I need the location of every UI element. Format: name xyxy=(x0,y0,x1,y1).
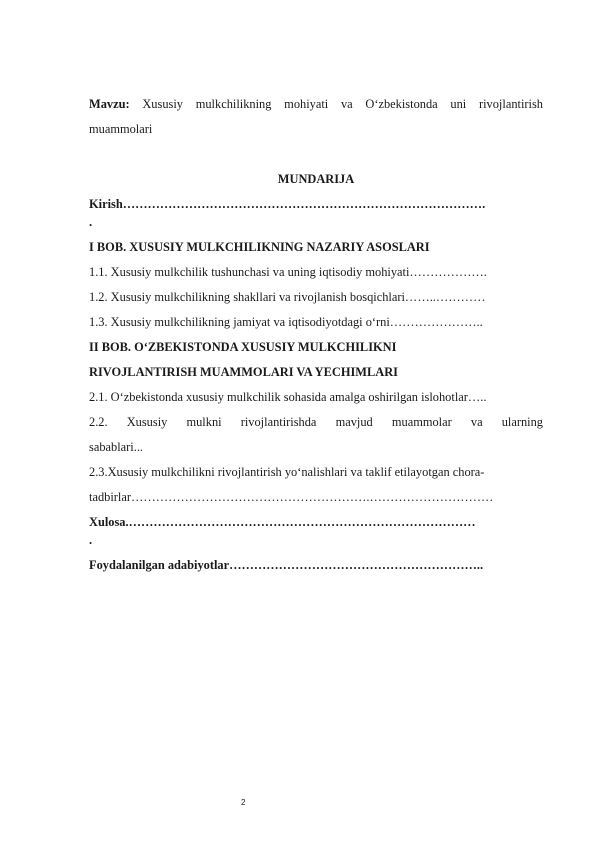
toc-item-1-1: 1.1. Xususiy mulkchilik tushunchasi va uning iqtisodiy mohiyati………………. xyxy=(89,265,487,279)
toc-item-2-1: 2.1. O‘zbekistonda xususiy mulkchilik sohasida amalga oshirilgan islohotlar….. xyxy=(89,390,487,404)
toc-item-2-2-line-2: sabablari... xyxy=(89,440,144,454)
toc-chapter-2-line-1: II BOB. O‘ZBEKISTONDA XUSUSIY MULKCHILIKNI xyxy=(89,340,397,354)
toc-item-2-3-line-1: 2.3.Xususiy mulkchilikni rivojlantirish yo‘nalishlari va taklif etilayotgan chora- xyxy=(89,465,485,479)
topic-line-2: muammolari xyxy=(89,122,153,136)
topic-line-1 xyxy=(89,97,543,111)
toc-item-2-3-line-2: tadbirlar………………………………………………….………………………… xyxy=(89,490,494,504)
topic-label: Mavzu: xyxy=(89,97,130,111)
page-number: 2 xyxy=(241,798,246,807)
toc-conclusion-tail: . xyxy=(89,533,93,547)
toc-heading: MUNDARIJA xyxy=(277,172,355,186)
toc-references: Foydalanilgan adabiyotlar…………………………………………………….. xyxy=(89,558,484,572)
toc-conclusion: Xulosa.………………………………………………………………………… xyxy=(89,515,476,529)
toc-chapter-1: I BOB. XUSUSIY MULKCHILIKNING NAZARIY ASOSLARI xyxy=(89,240,430,254)
toc-item-1-2: 1.2. Xususiy mulkchilikning shakllari va rivojlanish bosqichlari……..………… xyxy=(89,290,486,304)
toc-chapter-2-line-2: RIVOJLANTIRISH MUAMMOLARI VA YECHIMLARI xyxy=(89,365,398,379)
toc-intro: Kirish……………………………………………………………………………. xyxy=(89,197,486,211)
toc-item-2-2-line-1: 2.2. Xususiy mulkni rivojlantirishda mavjud muammolar va ularning xyxy=(89,415,543,429)
toc-item-1-3: 1.3. Xususiy mulkchilikning jamiyat va iqtisodiyotdagi o‘rni………………….. xyxy=(89,315,483,329)
topic-title: Xususiy mulkchilikning mohiyati va O‘zbekistonda uni rivojlantirish xyxy=(142,97,543,111)
toc-intro-tail: . xyxy=(89,215,93,229)
